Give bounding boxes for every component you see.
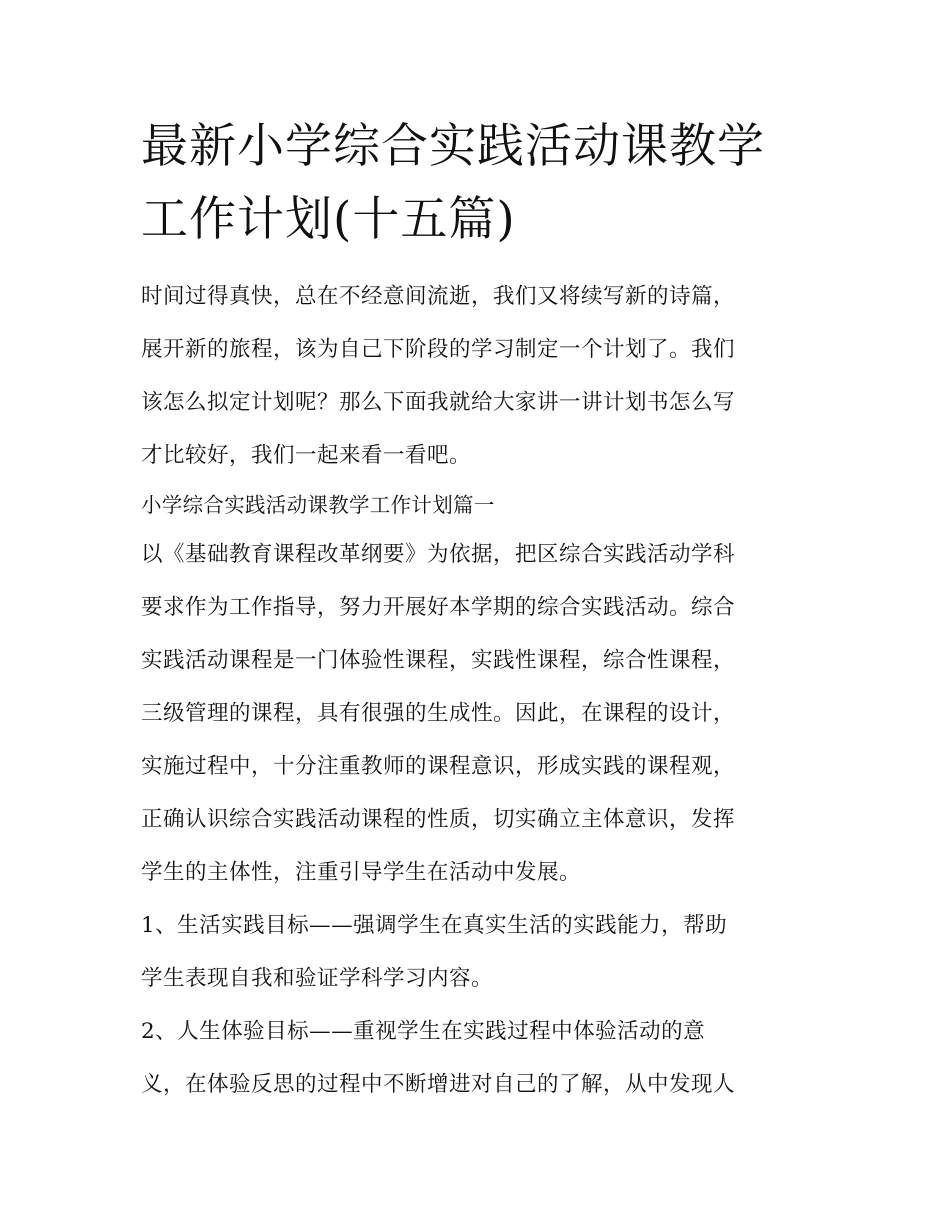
intro-line: 时间过得真快，总在不经意间流逝，我们又将续写新的诗篇， bbox=[141, 284, 736, 309]
list-item-2 bbox=[141, 1005, 813, 1111]
intro-line: 该怎么拟定计划呢？那么下面我就给大家讲一讲计划书怎么写 bbox=[141, 390, 736, 415]
body-line: 要求作为工作指导，努力开展好本学期的综合实践活动。综合 bbox=[141, 595, 736, 620]
title-line: 工作计划(十五篇) bbox=[141, 192, 516, 247]
list-item-line: 2、人生体验目标——重视学生在实践过程中体验活动的意 bbox=[141, 1019, 706, 1044]
body-line: 实施过程中，十分注重教师的课程意识，形成实践的课程观， bbox=[141, 754, 736, 779]
list-item-line: 1、生活实践目标——强调学生在真实生活的实践能力，帮助 bbox=[141, 913, 728, 938]
document-title bbox=[141, 110, 813, 256]
intro-line: 才比较好，我们一起来看一看吧。 bbox=[141, 443, 472, 468]
body-line: 三级管理的课程，具有很强的生成性。因此，在课程的设计， bbox=[141, 701, 736, 726]
list-item-line: 学生表现自我和验证学科学习内容。 bbox=[141, 966, 494, 991]
section-heading: 小学综合实践活动课教学工作计划篇一 bbox=[141, 493, 495, 517]
intro-line: 展开新的旅程，该为自己下阶段的学习制定一个计划了。我们 bbox=[141, 337, 736, 362]
list-item-1 bbox=[141, 899, 813, 1005]
body-line: 学生的主体性，注重引导学生在活动中发展。 bbox=[141, 860, 582, 885]
body-line: 实践活动课程是一门体验性课程，实践性课程，综合性课程， bbox=[141, 648, 736, 673]
body-line: 以《基础教育课程改革纲要》为依据，把区综合实践活动学科 bbox=[141, 542, 736, 567]
title-line: 最新小学综合实践活动课教学 bbox=[141, 119, 765, 174]
intro-paragraph bbox=[141, 270, 813, 482]
list-item-line: 义，在体验反思的过程中不断增进对自己的了解，从中发现人 bbox=[141, 1072, 736, 1097]
body-line: 正确认识综合实践活动课程的性质，切实确立主体意识，发挥 bbox=[141, 807, 736, 832]
document-content bbox=[141, 110, 813, 1111]
body-paragraph bbox=[141, 528, 813, 899]
